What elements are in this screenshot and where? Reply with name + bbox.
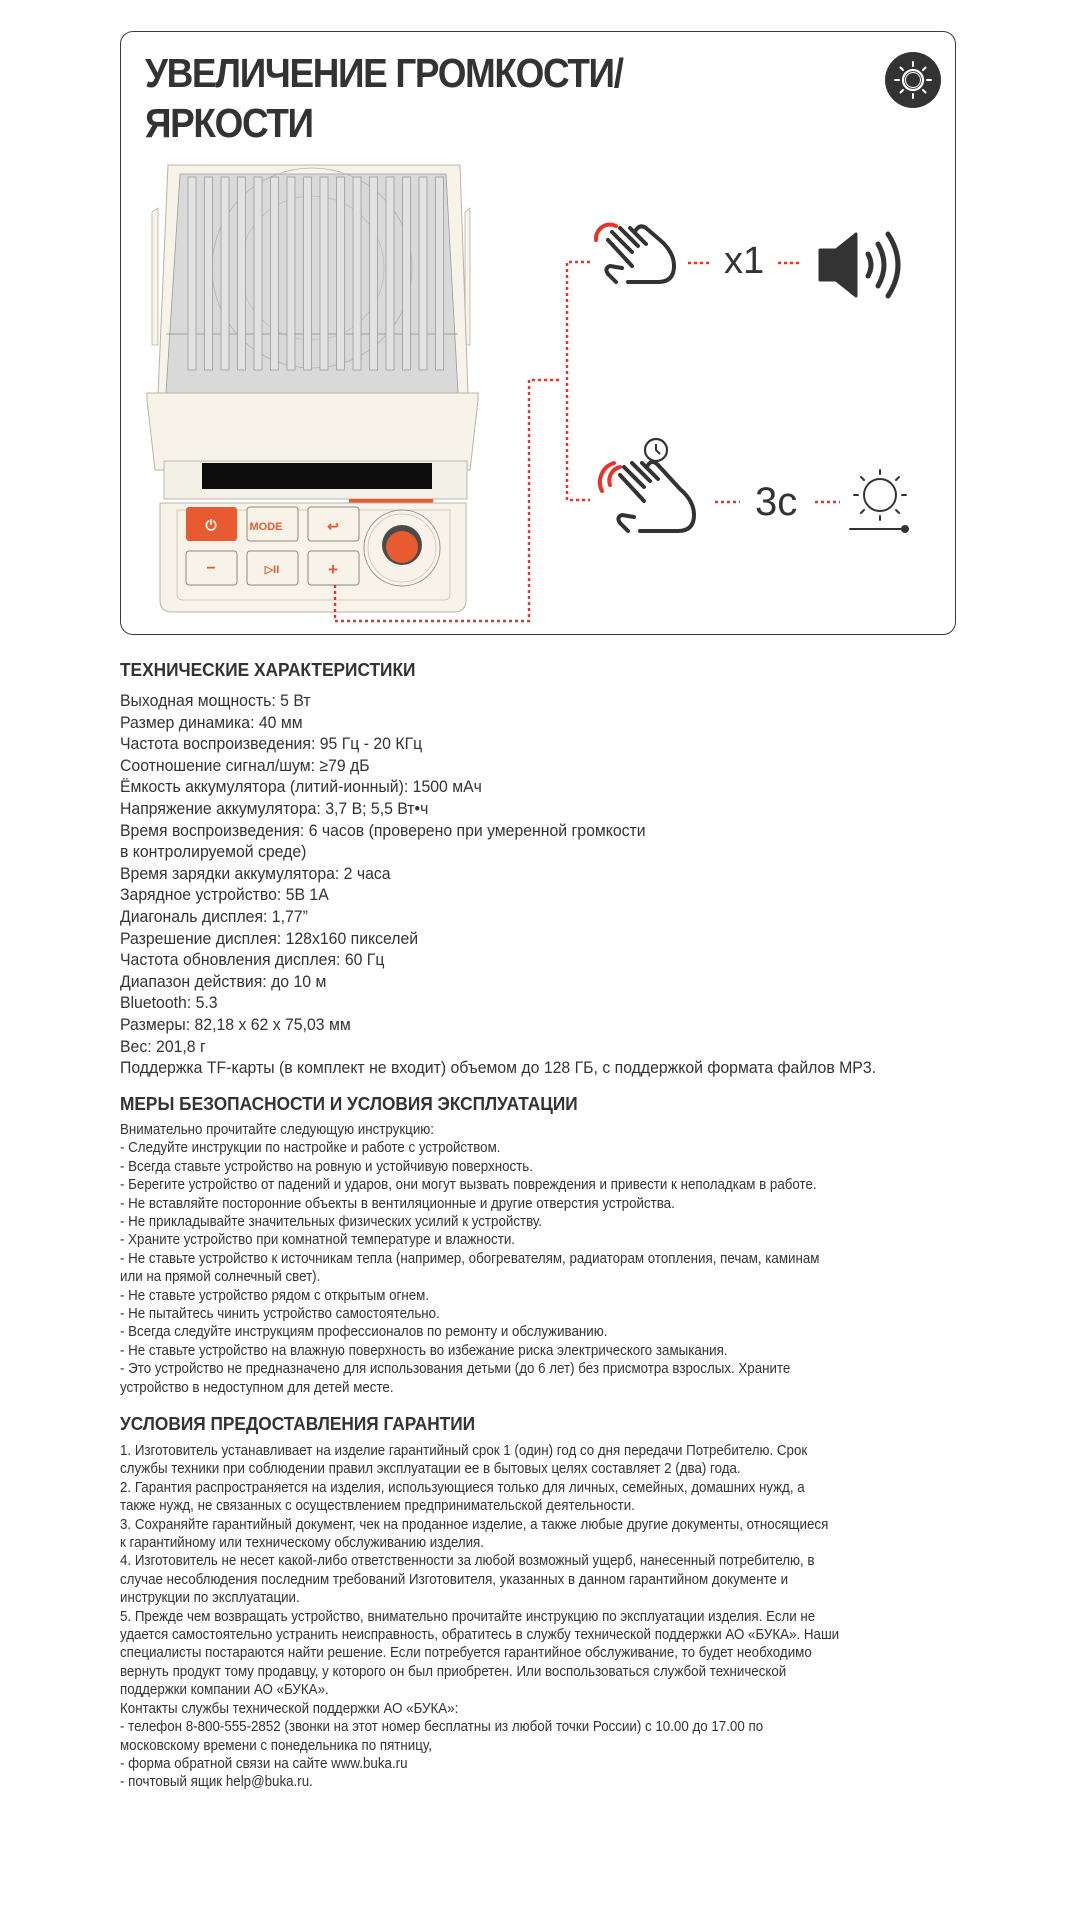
grille-bar bbox=[304, 177, 312, 370]
safety-line: - Не прикладывайте значительных физических усилий к устройству. bbox=[120, 1214, 542, 1231]
panel-title-line-2: ЯРКОСТИ bbox=[145, 100, 313, 146]
instruction-diagram bbox=[0, 0, 1080, 660]
warranty-line: - почтовый ящик help@buka.ru. bbox=[120, 1774, 313, 1791]
safety-line: - Не пытайтесь чинить устройство самостоятельно. bbox=[120, 1306, 440, 1323]
grille-bar bbox=[320, 177, 328, 370]
safety-heading: МЕРЫ БЕЗОПАСНОСТИ И УСЛОВИЯ ЭКСПЛУАТАЦИИ bbox=[120, 1094, 578, 1114]
safety-line: - Не ставьте устройство рядом с открытым огнем. bbox=[120, 1287, 430, 1304]
volume-knob bbox=[364, 510, 440, 586]
grille-bar bbox=[287, 177, 295, 370]
spec-line: Поддержка TF-карты (в комплект не входит) объемом до 128 ГБ, с поддержкой формата файлов MP3. bbox=[120, 1058, 877, 1078]
specs-list bbox=[120, 690, 933, 1079]
warranty-line: специалисты постараются найти решение. Если потребуется гарантийное обслуживание, то будет необходимо bbox=[120, 1645, 812, 1662]
grille-bar bbox=[370, 177, 378, 370]
spec-line: в контролируемой среде) bbox=[120, 842, 307, 862]
safety-list bbox=[120, 1121, 1000, 1397]
tap-count-label: x1 bbox=[724, 240, 765, 282]
spec-line: Bluetooth: 5.3 bbox=[120, 993, 218, 1013]
hold-duration-label: 3с bbox=[755, 480, 798, 524]
volume-up-icon bbox=[820, 234, 898, 296]
grille-bar bbox=[403, 177, 411, 370]
long-press-hand-icon bbox=[600, 439, 694, 531]
play-pause-button-label: ▷II bbox=[264, 564, 280, 576]
safety-line: - Всегда ставьте устройство на ровную и устойчивую поверхность. bbox=[120, 1158, 533, 1175]
safety-line: или на прямой солнечный свет). bbox=[120, 1269, 321, 1286]
speaker-device bbox=[147, 165, 478, 612]
safety-line: - Всегда следуйте инструкциям профессионалов по ремонту и обслуживанию. bbox=[120, 1324, 608, 1341]
warranty-line: 1. Изготовитель устанавливает на изделие гарантийный срок 1 (один) год со дня передачи Потребителю. Срок bbox=[120, 1443, 808, 1459]
grille-bar bbox=[353, 177, 361, 370]
brightness-slider-icon bbox=[850, 470, 909, 533]
spec-line: Зарядное устройство: 5В 1А bbox=[120, 885, 329, 905]
grille-bar bbox=[436, 177, 444, 370]
warranty-line: инструкции по эксплуатации. bbox=[120, 1590, 300, 1607]
spec-line: Частота воспроизведения: 95 Гц - 20 КГц bbox=[120, 734, 423, 754]
grille-bar bbox=[337, 177, 345, 370]
spec-line: Размеры: 82,18 х 62 х 75,03 мм bbox=[120, 1014, 351, 1034]
warranty-line: 5. Прежде чем возвращать устройство, внимательно прочитайте инструкцию по эксплуатации изделия. Если не bbox=[120, 1608, 816, 1625]
safety-line: - Храните устройство при комнатной температуре и влажности. bbox=[120, 1232, 515, 1249]
safety-line: устройство в недоступном для детей месте. bbox=[120, 1379, 394, 1396]
mode-button-label: MODE bbox=[249, 521, 283, 533]
warranty-line: поддержки компании АО «БУКА». bbox=[120, 1682, 329, 1699]
minus-button-label: − bbox=[206, 560, 216, 577]
warranty-line: 3. Сохраняйте гарантийный документ, чек на проданное изделие, а также любые другие документы, относящиеся bbox=[120, 1516, 829, 1533]
safety-line: - Не вставляйте посторонние объекты в вентиляционные и другие отверстия устройства. bbox=[120, 1195, 675, 1212]
safety-line: - Берегите устройство от падений и ударов, они могут вызвать повреждения и привести к неполадкам в работе. bbox=[120, 1177, 817, 1194]
spec-line: Время зарядки аккумулятора: 2 часа bbox=[120, 863, 391, 883]
spec-line: Напряжение аккумулятора: 3,7 В; 5,5 Вт•ч bbox=[120, 798, 429, 818]
warranty-line: 4. Изготовитель не несет какой-либо ответственности за любой возможный ущерб, нанесенный потребителю, в bbox=[120, 1553, 815, 1570]
grille-bar bbox=[205, 177, 213, 370]
warranty-line: 2. Гарантия распространяется на изделия, использующиеся только для личных, семейных, домашних нужд, а bbox=[120, 1479, 805, 1496]
tap-hand-icon bbox=[596, 225, 674, 282]
warranty-heading: УСЛОВИЯ ПРЕДОСТАВЛЕНИЯ ГАРАНТИИ bbox=[120, 1414, 476, 1434]
warranty-line: к гарантийному или техническому обслуживанию изделия. bbox=[120, 1535, 485, 1552]
safety-line: - Следуйте инструкции по настройке и работе с устройством. bbox=[120, 1140, 501, 1157]
spec-line: Ёмкость аккумулятора (литий-ионный): 1500 мАч bbox=[120, 777, 482, 797]
specs-heading: ТЕХНИЧЕСКИЕ ХАРАКТЕРИСТИКИ bbox=[120, 660, 416, 680]
grille-bar bbox=[238, 177, 246, 370]
safety-line: - Не ставьте устройство на влажную поверхность во избежание риска электрического замыкания. bbox=[120, 1342, 728, 1359]
back-button-label: ↩ bbox=[327, 518, 339, 534]
spec-line: Частота обновления дисплея: 60 Гц bbox=[120, 950, 385, 970]
safety-line: - Это устройство не предназначено для использования детьми (до 6 лет) без присмотра взрослых. Храните bbox=[120, 1361, 791, 1378]
plus-button-label: + bbox=[328, 560, 338, 579]
grille-bar bbox=[254, 177, 262, 370]
grille-bar bbox=[419, 177, 427, 370]
spec-line: Время воспроизведения: 6 часов (проверено при умеренной громкости bbox=[120, 820, 646, 840]
warranty-line: случае несоблюдения последним требований Изготовителя, указанных в данном гарантийном документе и bbox=[120, 1571, 789, 1588]
spec-line: Разрешение дисплея: 128х160 пикселей bbox=[120, 928, 419, 948]
safety-line: - Не ставьте устройство к источникам тепла (например, обогревателям, радиаторам отопления, печам, каминам bbox=[120, 1250, 820, 1267]
grille-bar bbox=[221, 177, 229, 370]
warranty-line: - телефон 8-800-555-2852 (звонки на этот номер бесплатны из любой точки России) с 10.00 до 17.00 по bbox=[120, 1719, 764, 1736]
spec-line: Размер динамика: 40 мм bbox=[120, 712, 303, 732]
grille-bar bbox=[386, 177, 394, 370]
warranty-line: службы техники при соблюдении правил эксплуатации ее в бытовых целях составляет 2 (два) года. bbox=[120, 1461, 741, 1478]
spec-line: Диагональ дисплея: 1,77” bbox=[120, 906, 308, 926]
grille-bar bbox=[271, 177, 279, 370]
grille-bar bbox=[188, 177, 196, 370]
warranty-line: удается самостоятельно устранить неисправность, обратитесь в службу технической поддержки АО «БУКА». Наши bbox=[120, 1627, 840, 1644]
power-button-label: ⏻ bbox=[205, 517, 217, 533]
safety-line: Внимательно прочитайте следующую инструкцию: bbox=[120, 1122, 434, 1138]
spec-line: Соотношение сигнал/шум: ≥79 дБ bbox=[120, 755, 370, 775]
warranty-line: Контакты службы технической поддержки АО «БУКА»: bbox=[120, 1700, 459, 1717]
spec-line: Выходная мощность: 5 Вт bbox=[120, 691, 311, 710]
warranty-line: - форма обратной связи на сайте www.buka.ru bbox=[120, 1755, 408, 1772]
warranty-line: также нужд, не связанных с осуществлением предпринимательской деятельности. bbox=[120, 1498, 635, 1515]
warranty-list bbox=[120, 1442, 1000, 1792]
spec-line: Вес: 201,8 г bbox=[120, 1036, 206, 1056]
warranty-line: московскому времени с понедельника по пятницу, bbox=[120, 1737, 432, 1754]
panel-title-line-1: УВЕЛИЧЕНИЕ ГРОМКОСТИ/ bbox=[145, 50, 623, 96]
spec-line: Диапазон действия: до 10 м bbox=[120, 971, 327, 991]
warranty-line: вернуть продукт тому продавцу, у которого он был приобретен. Или воспользоваться службой технической bbox=[120, 1663, 787, 1680]
